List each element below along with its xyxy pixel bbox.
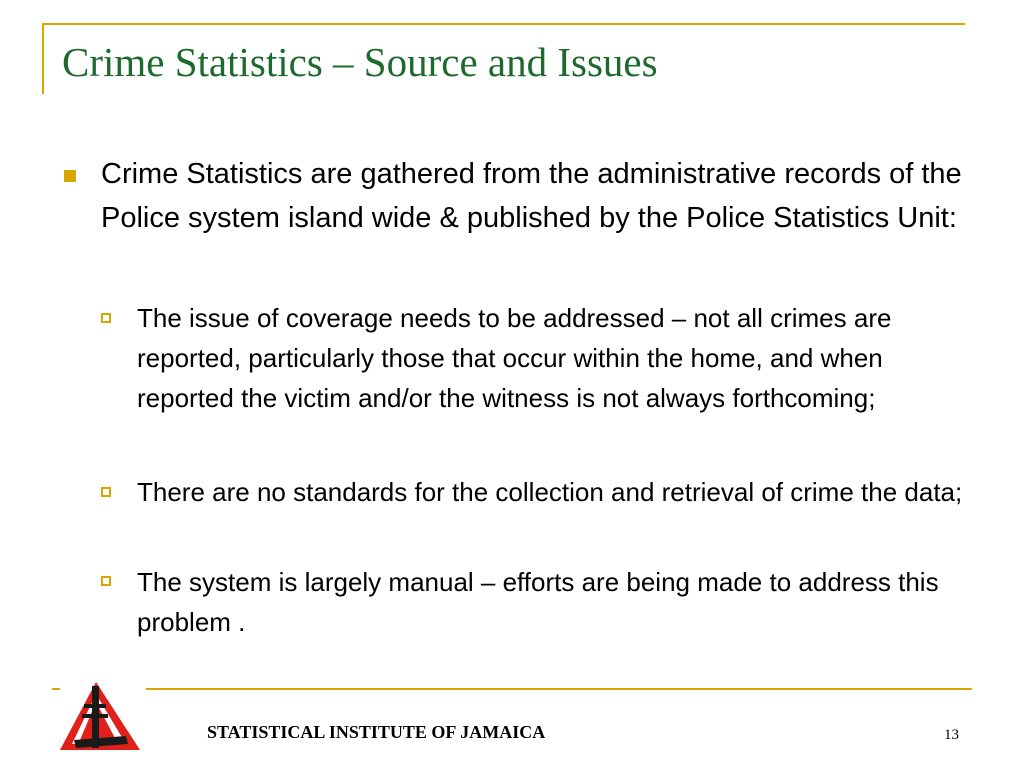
footer-organization: STATISTICAL INSTITUTE OF JAMAICA [207, 722, 546, 742]
sub-bullet-icon [101, 487, 111, 497]
main-bullet-icon [64, 170, 76, 182]
sub-bullet-icon [101, 576, 111, 586]
title-frame-top-line [42, 23, 965, 25]
sub-point-2: There are no standards for the collection and retrieval of crime the data; [137, 477, 963, 507]
footer-divider-right [146, 688, 972, 690]
title-frame-left-line [42, 23, 44, 94]
statin-logo-icon [56, 680, 146, 752]
sub-point-1: The issue of coverage needs to be addressed – not all crimes are reported, particularly those that occur within the home, and when reported the victim and/or the witness is not always forthcoming; [137, 303, 892, 413]
main-point-text: Crime Statistics are gathered from the administrative records of the Police system island wide & published by the Police Statistics Unit: [101, 158, 962, 234]
slide-title: Crime Statistics – Source and Issues [62, 39, 658, 85]
sub-point-3: The system is largely manual – efforts are being made to address this problem . [137, 567, 939, 637]
sub-bullet-icon [101, 313, 111, 323]
page-number: 13 [944, 727, 959, 743]
